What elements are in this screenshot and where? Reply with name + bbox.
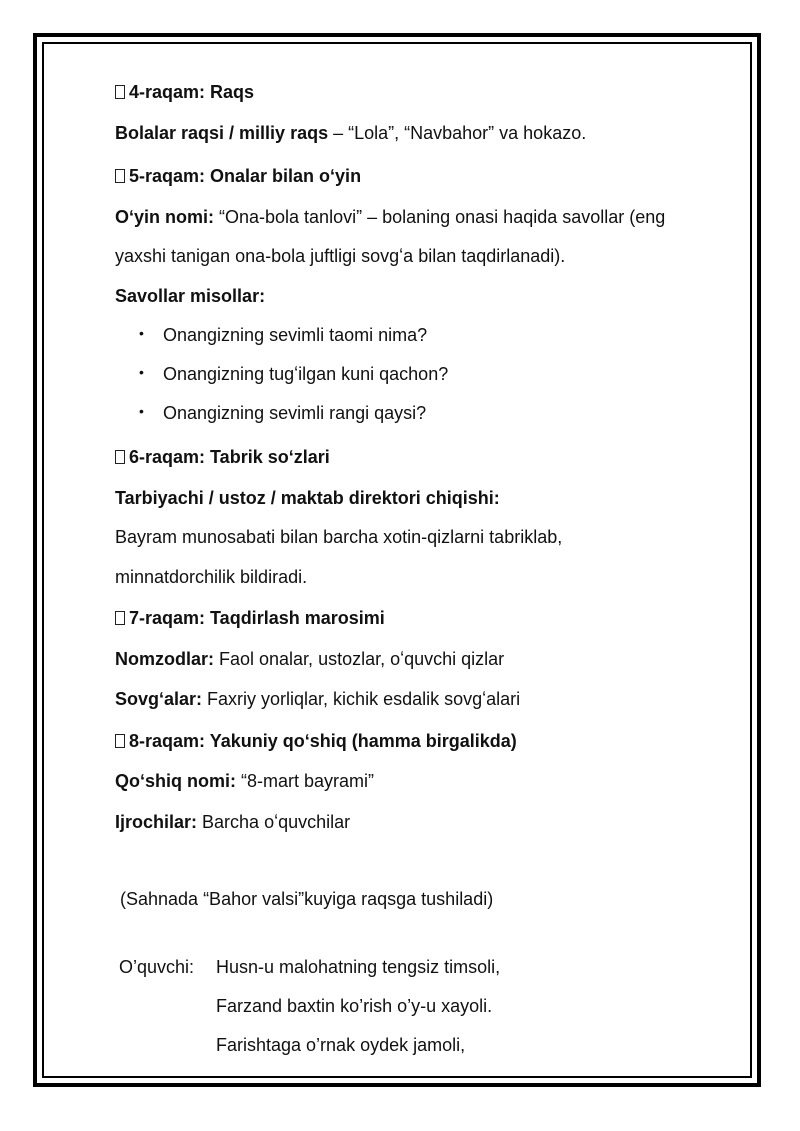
questions-label: Savollar misollar:	[115, 286, 266, 306]
oyin-name-line-2: yaxshi tanigan ona-bola juftligi sovgʻa bilan taqdirlanadi).	[115, 246, 566, 266]
section-heading-7: 7-raqam: Taqdirlash marosimi	[115, 607, 385, 629]
missing-glyph-icon	[115, 734, 125, 748]
question-item: Onangizning sevimli taomi nima?	[163, 325, 428, 345]
poem-line: Farishtaga o’rnak oydek jamoli,	[216, 1035, 466, 1055]
section-heading-4: 4-raqam: Raqs	[115, 81, 254, 103]
missing-glyph-icon	[115, 611, 125, 625]
missing-glyph-icon	[115, 85, 125, 99]
qoshiq-name-line: Qoʻshiq nomi: “8-mart bayrami”	[115, 771, 375, 791]
ijrochilar-line: Ijrochilar: Barcha oʻquvchilar	[115, 812, 351, 832]
tabrik-label: Tarbiyachi / ustoz / maktab direktori chiqishi:	[115, 488, 500, 508]
section-heading-5: 5-raqam: Onalar bilan oʻyin	[115, 165, 361, 187]
tabrik-text-1: Bayram munosabati bilan barcha xotin-qizlarni tabriklab,	[115, 527, 563, 547]
nomzodlar-line: Nomzodlar: Faol onalar, ustozlar, oʻquvchi qizlar	[115, 649, 505, 669]
oyin-name-line: Oʻyin nomi: “Ona-bola tanlovi” – bolaning onasi haqida savollar (eng	[115, 207, 666, 227]
raqs-line: Bolalar raqsi / milliy raqs – “Lola”, “Navbahor” va hokazo.	[115, 123, 587, 143]
section-heading-6: 6-raqam: Tabrik soʻzlari	[115, 446, 330, 468]
stage-note: (Sahnada “Bahor valsi”kuyiga raqsga tushiladi)	[120, 889, 494, 909]
missing-glyph-icon	[115, 450, 125, 464]
question-item: Onangizning tugʻilgan kuni qachon?	[163, 364, 449, 384]
question-item: Onangizning sevimli rangi qaysi?	[163, 403, 427, 423]
poem-line: Husn-u malohatning tengsiz timsoli,	[216, 957, 501, 977]
poem-line: Farzand baxtin ko’rish o’y-u xayoli.	[216, 996, 493, 1016]
bullet-icon: •	[139, 364, 144, 380]
bullet-icon: •	[139, 325, 144, 341]
page-border-inner	[42, 42, 752, 1078]
poem-speaker: O’quvchi:	[119, 957, 195, 977]
tabrik-text-2: minnatdorchilik bildiradi.	[115, 567, 308, 587]
bullet-icon: •	[139, 403, 144, 419]
section-heading-8: 8-raqam: Yakuniy qoʻshiq (hamma birgalikda)	[115, 730, 517, 752]
missing-glyph-icon	[115, 169, 125, 183]
sovgalar-line: Sovgʻalar: Faxriy yorliqlar, kichik esdalik sovgʻalari	[115, 689, 521, 709]
